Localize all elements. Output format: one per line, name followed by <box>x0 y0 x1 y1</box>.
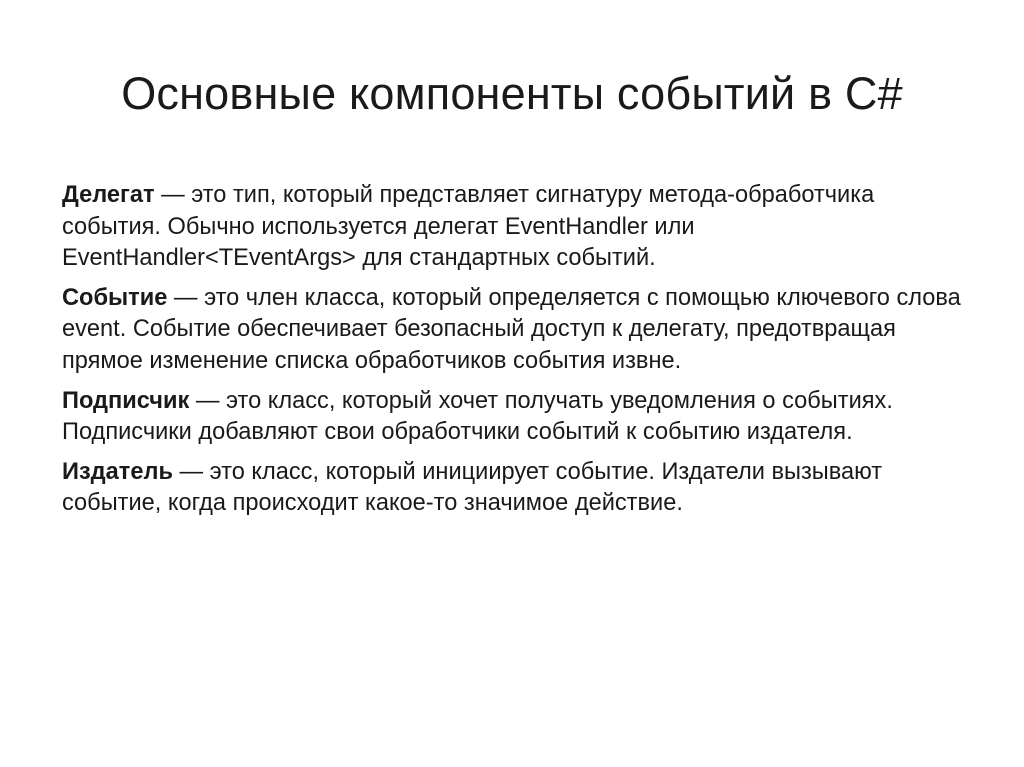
slide-content <box>62 180 972 528</box>
slide-title: Основные компоненты событий в C# <box>121 68 903 119</box>
term-delegate: Делегат <box>62 182 155 208</box>
description-publisher: — это класс, который инициирует событие. Издатели вызывают событие, когда происходит какое-то значимое действие. <box>62 458 883 517</box>
definition-subscriber <box>62 386 972 449</box>
description-event: — это член класса, который определяется с помощью ключевого слова event. Событие обеспечивает безопасный доступ к делегату, предотвращая прямое изменение списка обработчиков события извне. <box>62 284 961 374</box>
term-publisher: Издатель <box>62 458 173 485</box>
description-subscriber: — это класс, который хочет получать уведомления о событиях. Подписчики добавляют свои обработчики событий к событию издателя. <box>62 387 893 446</box>
description-delegate: — это тип, который представляет сигнатуру метода-обработчика события. Обычно используется делегат EventHandler или EventHandler<TEventArgs> для стандартных событий. <box>62 182 875 272</box>
definition-event <box>62 283 972 378</box>
term-event: Событие <box>62 284 168 311</box>
definition-publisher <box>62 457 972 520</box>
term-subscriber: Подписчик <box>62 387 190 414</box>
definition-delegate <box>62 180 972 275</box>
